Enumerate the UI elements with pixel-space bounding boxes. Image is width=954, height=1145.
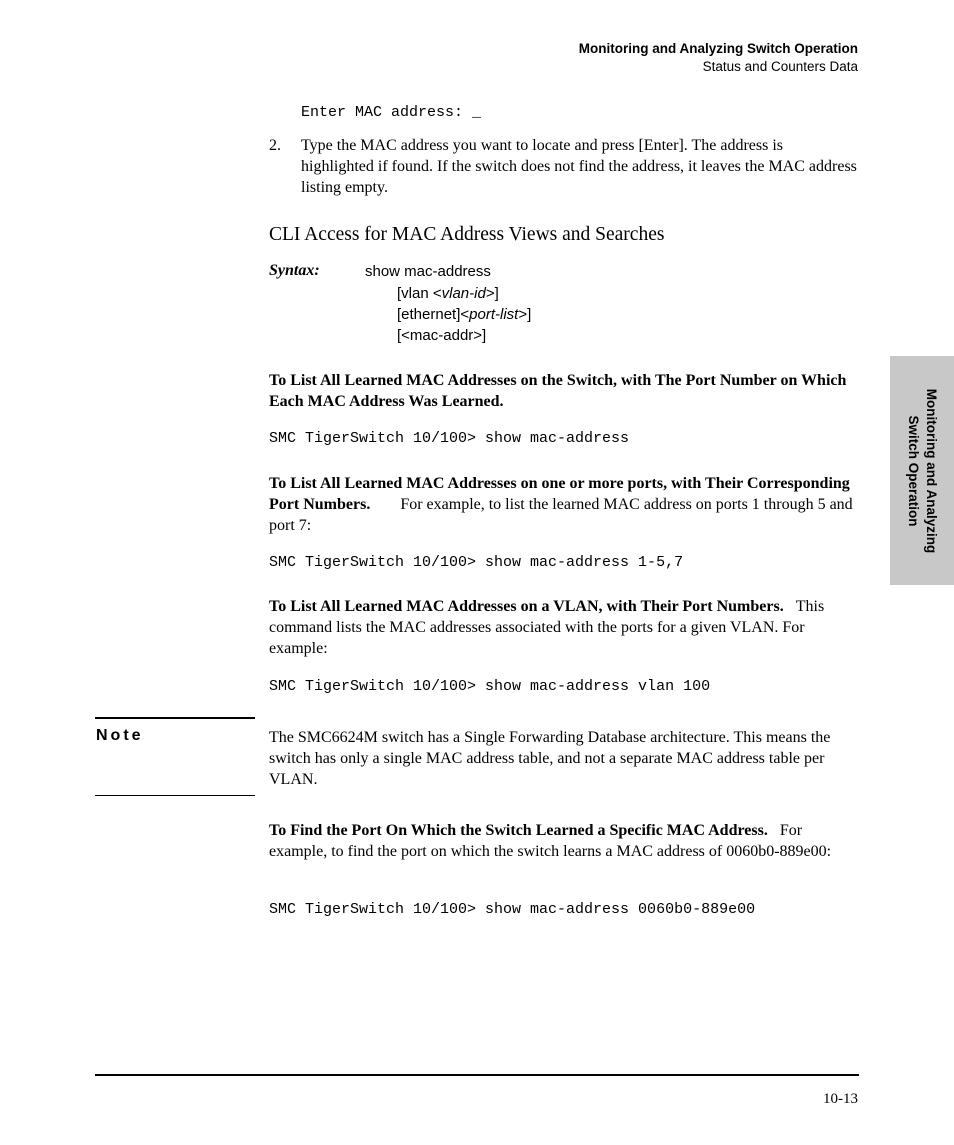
- note-bottom-rule: [95, 795, 255, 796]
- find-port-text: For example, to find the port on which the switch learns a MAC address of 0060b0-889e00:: [269, 822, 832, 860]
- list-all-heading: To List All Learned MAC Addresses on the Switch, with The Port Number on Which Each MAC Address Was Learned.: [269, 372, 847, 410]
- syntax-option-ethernet: [ethernet]<port-list>]: [397, 306, 532, 323]
- list-ports-text: For example, to list the learned MAC address on ports 1 through 5 and port 7:: [269, 496, 853, 534]
- note-top-rule: [95, 717, 255, 719]
- running-header-title: Monitoring and Analyzing Switch Operation: [578, 41, 858, 56]
- find-port-command: SMC TigerSwitch 10/100> show mac-address 0060b0-889e00: [269, 901, 756, 918]
- step-2-text: Type the MAC address you want to locate and press [Enter]. The address is highlighted if found. If the switch does not find the address, it leaves the MAC address listing empty.: [301, 137, 857, 196]
- list-vlan-command: SMC TigerSwitch 10/100> show mac-address vlan 100: [269, 678, 711, 695]
- list-ports-command: SMC TigerSwitch 10/100> show mac-address 1-5,7: [269, 554, 684, 571]
- syntax-label: Syntax:: [269, 262, 320, 279]
- list-all-command: SMC TigerSwitch 10/100> show mac-address: [269, 430, 630, 447]
- chapter-side-tab: [890, 356, 954, 585]
- step-2-number: 2.: [269, 137, 281, 154]
- list-vlan-paragraph: [269, 596, 859, 659]
- mac-prompt-line: Enter MAC address: _: [301, 104, 482, 121]
- list-ports-heading: To List All Learned MAC Addresses on one or more ports, with Their Corresponding Port Numbers.: [269, 475, 850, 513]
- note-label: Note: [96, 727, 144, 744]
- side-tab-line-2: Switch Operation: [906, 414, 921, 526]
- chapter-side-tab-label: [904, 366, 940, 576]
- find-port-heading: To Find the Port On Which the Switch Learned a Specific MAC Address.: [269, 822, 768, 839]
- section-heading: CLI Access for MAC Address Views and Searches: [269, 224, 665, 245]
- list-vlan-heading: To List All Learned MAC Addresses on a VLAN, with Their Port Numbers.: [269, 598, 784, 615]
- syntax-option-mac: [<mac-addr>]: [397, 327, 487, 344]
- side-tab-line-1: Monitoring and Analyzing: [924, 388, 939, 553]
- page-number: 10-13: [823, 1091, 858, 1107]
- footer-rule: [95, 1074, 859, 1076]
- syntax-option-vlan: [vlan <vlan-id>]: [397, 285, 499, 302]
- find-port-paragraph: [269, 820, 859, 862]
- syntax-command: show mac-address: [365, 263, 491, 280]
- list-ports-paragraph: [269, 473, 859, 536]
- running-header-subtitle: Status and Counters Data: [702, 59, 858, 74]
- note-text: The SMC6624M switch has a Single Forwarding Database architecture. This means the switch has only a single MAC address table, and not a separate MAC address table per VLAN.: [269, 729, 831, 788]
- list-vlan-text: This command lists the MAC addresses associated with the ports for a given VLAN. For example:: [269, 598, 825, 657]
